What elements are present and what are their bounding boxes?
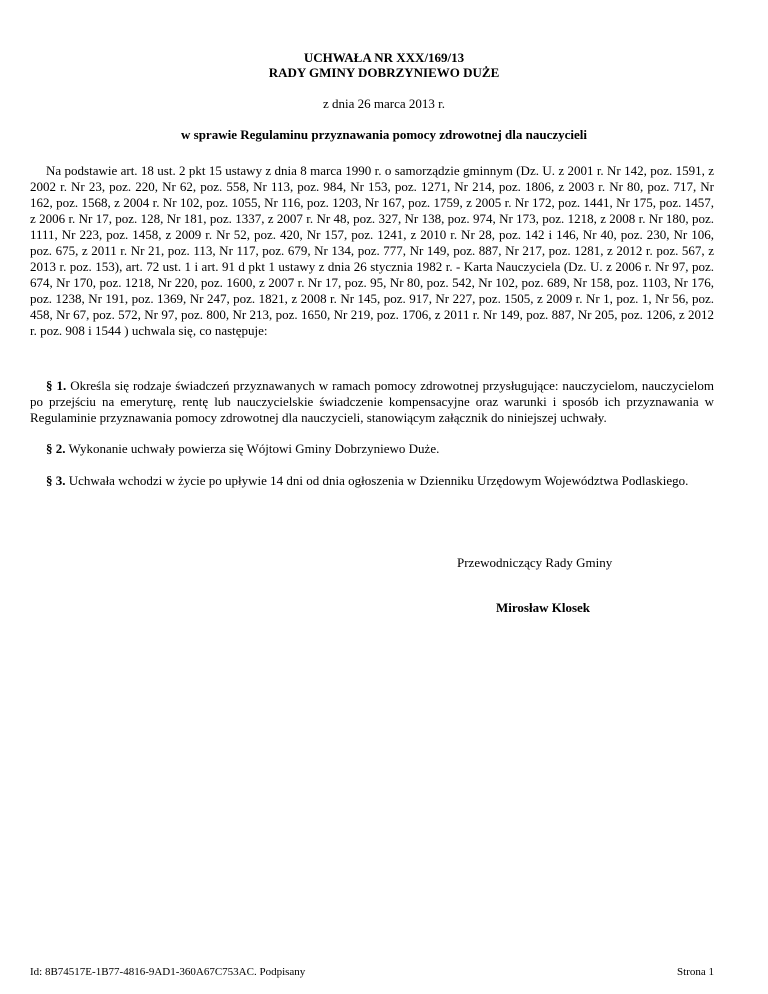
paragraph-1-text: Określa się rodzaje świadczeń przyznawanych w ramach pomocy zdrowotnej przysługujące: nauczycielom, nauczycielom po przejściu na emeryturę, rentę lub nauczycielskie świadczenie kompensacyjne oraz warunki i sposób ich przyznawania w Regulaminie przyznawania pomocy zdrowotnej dla nauczycieli, stanowiącym załącznik do niniejszej uchwały. xyxy=(30,378,715,425)
document-id-footer: Id: 8B74517E-1B77-4816-9AD1-360A67C753AC. Podpisany xyxy=(30,966,306,978)
document-date: z dnia 26 marca 2013 r. xyxy=(322,96,445,111)
paragraph-2-text: Wykonanie uchwały powierza się Wójtowi Gminy Dobrzyniewo Duże. xyxy=(68,441,440,456)
legal-basis xyxy=(30,163,714,339)
paragraph-3 xyxy=(30,473,714,489)
paragraph-3-text: Uchwała wchodzi w życie po upływie 14 dni od dnia ogłoszenia w Dzienniku Urzędowym Województwa Podlaskiego. xyxy=(68,473,689,488)
page-number: Strona 1 xyxy=(677,966,714,978)
paragraph-3-label: § 3. xyxy=(46,473,66,488)
document-title: UCHWAŁA NR XXX/169/13 xyxy=(303,50,465,65)
signatory-role: Przewodniczący Rady Gminy xyxy=(457,555,613,570)
signatory-name: Mirosław Klosek xyxy=(496,600,591,615)
paragraph-2-label: § 2. xyxy=(46,441,66,456)
paragraph-1-label: § 1. xyxy=(46,378,67,393)
paragraph-2 xyxy=(30,441,714,457)
document-subject: w sprawie Regulaminu przyznawania pomocy zdrowotnej dla nauczycieli xyxy=(181,127,587,142)
issuing-body: RADY GMINY DOBRZYNIEWO DUŻE xyxy=(268,65,500,80)
legal-basis-text: Na podstawie art. 18 ust. 2 pkt 15 ustawy z dnia 8 marca 1990 r. o samorządzie gminnym (Dz. U. z 2001 r. Nr 142, poz. 1591, z 2002 r. Nr 23, poz. 220, Nr 62, poz. 558, Nr 113, poz. 984, Nr 153, poz. 1271, Nr 214, poz. 1806, z 2003 r. Nr 80, poz. 717, Nr 162, poz. 1568, z 2004 r. Nr 102, poz. 1055, Nr 116, poz. 1203, Nr 167, poz. 1759, z 2005 r. Nr 172, poz. 1441, Nr 175, poz. 1457, z 2006 r. Nr 17, poz. 128, Nr 181, poz. 1337, z 2007 r. Nr 48, poz. 327, Nr 138, poz. 974, Nr 173, poz. 1218, z 2008 r. Nr 180, poz. 1111, Nr 223, poz. 1458, z 2009 r. Nr 52, poz. 420, Nr 157, poz. 1241, z 2010 r. Nr 28, poz. 142 i 146, Nr 40, poz. 230, Nr 106, poz. 675, z 2011 r. Nr 21, poz. 113, Nr 117, poz. 679, Nr 134, poz. 777, Nr 149, poz. 887, Nr 217, poz. 1281, z 2012 r. poz. 567, z 2013 r. poz. 153), art. 72 ust. 1 i art. 91 d pkt 1 ustawy z dnia 26 stycznia 1982 r. - Karta Nauczyciela (Dz. U. z 2006 r. Nr 97, poz. 674, Nr 170, poz. 1218, Nr 220, poz. 1600, z 2007 r. Nr 17, poz. 95, Nr 80, poz. 542, Nr 102, poz. 689, Nr 158, poz. 1103, Nr 176, poz. 1238, Nr 191, poz. 1369, Nr 247, poz. 1821, z 2008 r. Nr 145, poz. 917, Nr 227, poz. 1505, z 2009 r. Nr 1, poz. 1, Nr 56, poz. 458, Nr 67, poz. 572, Nr 97, poz. 800, Nr 213, poz. 1650, Nr 219, poz. 1706, z 2011 r. Nr 149, poz. 887, Nr 205, poz. 1206, z 2012 r. poz. 908 i 1544 ) uchwala się, co następuje: xyxy=(30,163,714,338)
paragraph-1 xyxy=(30,378,714,426)
